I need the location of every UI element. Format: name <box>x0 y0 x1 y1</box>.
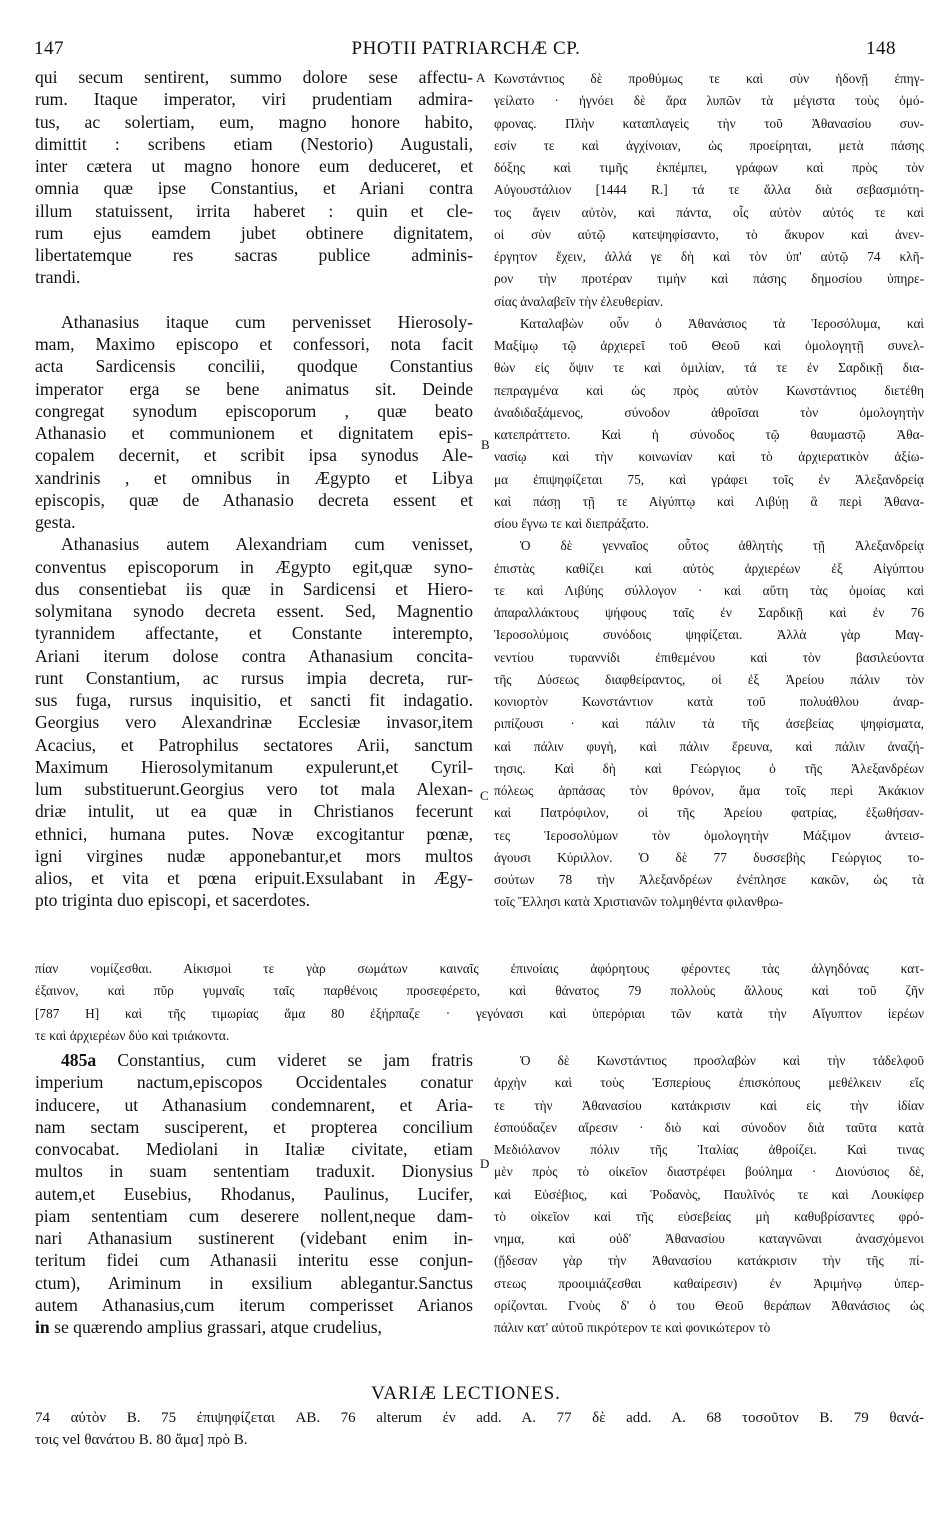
greek-line: ἀρχὴν καὶ τοὺς Ἑσπερίους ἐπισκόπους μεθέλκειν εἴς <box>494 1075 924 1091</box>
latin-line: convocabat. Mediolani in Italiæ civitate, etiam <box>35 1139 473 1159</box>
latin-column-top <box>35 66 473 912</box>
greek-line: Ὁ δὲ γενναῖος οὗτος ἀθλητὴς τῇ Ἀλεξανδρείᾳ <box>520 538 924 554</box>
variae-lectiones-title: VARIÆ LECTIONES. <box>371 1383 561 1404</box>
latin-line: runt Constantium, ac rursus impia decreta, rur- <box>35 667 473 688</box>
greek-line: τος ἄγειν αὐτὸν, καὶ πάντα, οἷς αὐτὸν αὐτός τε καὶ <box>494 204 924 220</box>
variant-reading-line: τοις vel θανάτου B. 80 ἅμα] πρὸ B. <box>35 1432 248 1448</box>
greek-line: πεπραγμένα καὶ ὡς πρὸς αὐτὸν Κωνστάντιος διετέθη <box>494 382 924 398</box>
latin-line: conventus episcoporum in Ægypto egit,quæ syno- <box>35 556 473 577</box>
latin-line: dus consentiebat iis quæ in Sardicensi et Hiero- <box>35 578 473 599</box>
page-number-right: 148 <box>866 38 896 59</box>
greek-line: ορίζονται. Γνοὺς δ' ὁ του Θεοῦ θεράπων Ἀθανάσιος ὡς <box>494 1297 924 1313</box>
greek-line: ἐπιστὰς καθίζει καὶ αὐτὸς ἀρχιερέων ἐξ Αἰγύπτου <box>494 560 924 576</box>
greek-line: σούτων 78 τὴν Ἀλεξανδρέων ἐνέπλησε κακῶν, ὡς τὰ <box>494 872 924 887</box>
greek-line: σίας ἀναλαβεῖν τὴν ἐλευθερίαν. <box>494 293 664 309</box>
latin-line: copalem decernit, et scribit ipsa synodus Ale- <box>35 445 473 466</box>
latin-line: episcopis, quæ de Athanasio decreta essent et <box>35 489 473 510</box>
latin-line: Athanasius itaque cum pervenisset Hierosoly- <box>61 311 473 332</box>
variant-reading-line: 74 αὐτὸν B. 75 ἐπιψηφίζεται AB. 76 alterum ἐν add. A. 77 δὲ add. A. 68 τοσοῦτον B. 79 θανά- <box>35 1410 924 1426</box>
greek-line: (ᾔδεσαν γὰρ τὴν Ἀθανασίου κατάκρισιν τὴν τῆς πί- <box>494 1253 924 1269</box>
latin-line: Ariani iterum dolose contra Athanasium concita- <box>35 645 473 666</box>
greek-wide-line: [787 H] καὶ τῆς τιμωρίας ἅμα 80 ἐξήρπαζε · γεγόνασι καὶ ὑπερόριαι τῶν κατὰ τὴν Αἴγυπτον ἱερέων <box>35 1005 924 1021</box>
latin-line: driæ intulit, ut ea quæ in Christianos fecerunt <box>35 801 473 822</box>
variae-lectiones-notes <box>35 1407 924 1451</box>
greek-line: ἀπαραλλάκτους ψήφους ταῖς ἐν Σαρδικῇ καὶ ἐν 76 <box>494 605 924 620</box>
latin-line <box>35 289 473 311</box>
latin-line: inducere, ut Athanasium condemnarent, et Aria- <box>35 1094 473 1115</box>
latin-line: Acacius, et Patrophilus sectatores Arii, sanctum <box>35 734 473 755</box>
latin-line: Athanasio et communionem et dignitatem epis- <box>35 423 473 443</box>
latin-line: libertatemque res sacras publice adminis- <box>35 245 473 265</box>
latin-line: alios, et vita et pœna eripuit.Exsulabant in Ægy- <box>35 868 473 888</box>
latin-line: tyrannidem affectante, et Constante interempto, <box>35 623 473 644</box>
latin-line: dimittit : scribens etiam (Nestorio) Augustali, <box>35 133 473 154</box>
greek-line: οἱ σὺν αὐτῷ κατεψηφίσαντο, τὸ ἄκυρον καὶ ἀνεν- <box>494 226 924 242</box>
latin-line: igni virgines nudæ apponebantur,et mors multos <box>35 845 473 866</box>
latin-line: Athanasius autem Alexandriam cum venisset, <box>61 534 473 555</box>
latin-line: illum statuissent, irrita haberet : quin et cle- <box>35 200 473 221</box>
greek-line: καὶ πάσῃ τῇ τε Αἰγύπτῳ καὶ Λιβύῃ ἃ περὶ Ἀθανα- <box>494 493 924 509</box>
latin-line <box>35 1049 473 1071</box>
greek-line: φρονας. Πλὴν καταπλαγεὶς τὴν τοῦ Ἀθανασίου συν- <box>494 115 924 131</box>
greek-line: έργητον ἔχειν, ἀλλά γε δὴ καὶ τὸν ὑπ' αὐτῷ 74 κλῆ- <box>494 249 924 264</box>
latin-word-in: in <box>35 1317 50 1337</box>
greek-wide-line: πίαν νομίζεσθαι. Αἰκισμοὶ τε γὰρ σωμάτων καιναῖς ἐπινοίαις ἀφόρητους φέροντες τὰς ἀλγηδόνας κατ- <box>35 961 924 976</box>
greek-line: καὶ Εὐσέβιος, καὶ Ῥοδανὸς, Παυλῖνός τε καὶ Λουκίφερ <box>494 1186 924 1202</box>
latin-line: qui secum sentirent, summo dolore sese affectu- <box>35 67 473 87</box>
latin-line: pto triginta duo episcopi, et sacerdotes. <box>35 890 311 911</box>
latin-line: autem,et Eusebius, Rhodanus, Paulinus, Lucifer, <box>35 1183 473 1204</box>
latin-line: mam, Maximo episcopo et confessori, nota facit <box>35 334 473 354</box>
greek-line: ριπίζουσι · καὶ πάλιν τὰ τῆς ἀσεβείας ψηφίσματα, <box>494 716 924 732</box>
latin-line: Maximum Hierosolymitanum expulerunt,et Cyril- <box>35 756 473 777</box>
greek-line: Κωνστάντιος δὲ προθύμως τε καὶ σὺν ἡδονῇ ἐπηγ- <box>494 71 924 86</box>
greek-line: νεντίου τυραννίδι ἐπιθεμένου καὶ τὸν βασιλεύοντα <box>494 649 924 665</box>
greek-line: Αὐγουστάλιον [1444 R.] τά τε ἄλλα διὰ σεβασμιότη- <box>494 182 924 198</box>
greek-line: πάλιν κατ' αὐτοῦ πικρότερον τε καὶ φονικώτερον τὸ <box>494 1320 771 1335</box>
greek-line: μα ἐπιψηφίζεται 75, καὶ γράφει τοῖς ἐν Ἀλεξανδρείᾳ <box>494 471 924 487</box>
latin-line: imperator erga se bene animatus sit. Deinde <box>35 378 473 399</box>
latin-line: solymitana synodo decreta essent. Sed, Magnentio <box>35 601 473 621</box>
marker-d: D <box>480 1156 490 1171</box>
latin-line: Georgius vero Alexandrinæ Ecclesiæ invasor,item <box>35 712 473 733</box>
latin-line: acta Sardicensis concilii, quodque Constantius <box>35 356 473 377</box>
greek-line: νασίῳ καὶ τὴν κοινωνίαν καὶ τὸ ἀρχιερατικὸν ἀξίω- <box>494 449 924 465</box>
paragraph-number: 485a <box>61 1050 97 1070</box>
greek-line: Μεδιόλανον πόλιν τῆς Ἰταλίας ἀθροίζει. Καὶ τινας <box>494 1142 924 1157</box>
greek-line: τὸ οἰκεῖον καὶ τῆς εὐσεβείας μὴ καθυβρίσαντες φρό- <box>494 1208 924 1224</box>
greek-line: Ἱεροσολύμοις συνόδοις ψηφίζεται. Ἀλλὰ γὰρ Μαγ- <box>494 627 924 643</box>
greek-line: ἐσπούδαζεν αἵρεσιν · διὸ καὶ σύνοδον διὰ ταῦτα κατὰ <box>494 1119 924 1135</box>
greek-column-top <box>494 68 924 914</box>
greek-line: καὶ πάλιν φυγὴ, καὶ πάλιν ἔρευνα, καὶ πάλιν ἀναζή- <box>494 738 924 754</box>
greek-line: ἀναδιδαξάμενος, σύνοδον ἀθροῖσαι τὸν ὁμολογητὴν <box>494 404 924 420</box>
greek-line: άγουσι Κύριλλον. Ὁ δὲ 77 δυσσεβὴς Γεώργιος το- <box>494 849 924 865</box>
greek-line: Ὁ δὲ Κωνστάντιος προσλαβὼν καὶ τὴν τἀδελφοῦ <box>520 1053 924 1068</box>
running-title: PHOTII PATRIARCHÆ CP. <box>351 38 581 59</box>
greek-line: τε τὴν Ἀθανασίου κατάκρισιν καὶ εἰς τὴν ἰδίαν <box>494 1097 924 1113</box>
latin-line: lum substituerunt.Georgius vero tot mala Alexan- <box>35 779 473 799</box>
latin-line: rum ejus eamdem jubet obtinere dignitatem, <box>35 222 473 243</box>
latin-column-bottom <box>35 1049 473 1338</box>
marker-b: B <box>481 437 490 452</box>
latin-line: gesta. <box>35 512 76 532</box>
latin-line: congregat synodum episcoporum , quæ beato <box>35 400 473 421</box>
greek-full-width-block <box>35 958 924 1047</box>
latin-line-text: se quærendo amplius grassari, atque crudelius, <box>54 1317 382 1337</box>
latin-line: rum. Itaque imperator, viri prudentiam admira- <box>35 89 473 110</box>
latin-line: inter cætera ut magno honore eum deduceret, et <box>35 156 473 176</box>
greek-line: κατεπράττετο. Καὶ ἡ σύνοδος τῷ θαυμαστῷ Ἀθα- <box>494 427 924 442</box>
greek-line: τῆς Δύσεως διαφθείραντος, οἱ ἐξ Ἀρείου πάλιν τὸν <box>494 671 924 687</box>
greek-line: τοῖς Ἕλλησι κατὰ Χριστιανῶν τολμηθέντα φιλανθρω- <box>494 894 784 910</box>
greek-wide-line: έξαινον, καὶ πῦρ γυμναῖς ταῖς παρθένοις προσεφέρετο, καὶ θάνατος 79 πολλοὺς ἄλλους καὶ τοῦ ζῆν <box>35 983 924 999</box>
greek-line: τε καὶ Λιβύης σύλλογον · καὶ αὕτη τὰς ὁμοίας καὶ <box>494 582 924 598</box>
latin-line-text: Constantius, cum videret se jam fratris <box>117 1050 473 1070</box>
greek-line: Καταλαβὼν οὖν ὁ Ἀθανάσιος τὰ Ἱεροσόλυμα, καὶ <box>520 315 924 331</box>
latin-line: omnia quæ ipse Constantius, et Ariani contra <box>35 178 473 199</box>
latin-line <box>35 1316 473 1338</box>
latin-line: trandi. <box>35 267 81 288</box>
latin-line: xandrinis , et omnibus in Ægypto et Libya <box>35 467 473 488</box>
latin-line: nam sectam susciperent, et propterea concilium <box>35 1116 473 1137</box>
greek-line: Μαξίμῳ τῷ ἀρχιερεῖ τοῦ Θεοῦ καὶ ὁμολογητῇ συνελ- <box>494 338 924 353</box>
greek-line: ρον τὴν προτέραν τιμὴν καὶ πάσης δημοσίου ὑπηρε- <box>494 271 924 287</box>
latin-line: teritum fidei cum Athanasii interitu esse conjun- <box>35 1250 473 1271</box>
greek-column-bottom <box>494 1050 924 1339</box>
latin-line: nari Athanasium sustinerent (videbant enim in- <box>35 1228 473 1248</box>
greek-wide-line: τε καὶ ἀρχιερέων δύο καὶ τριάκοντα. <box>35 1027 230 1043</box>
marker-a: A <box>476 70 486 85</box>
greek-line: πόλεως ἁρπάσας τὸν θρόνον, ἅμα τοῖς περὶ Ἀκάκιον <box>494 783 924 798</box>
latin-line: piam sententiam cum deserere nollent,neque dam- <box>35 1205 473 1226</box>
greek-line: μὲν πρὸς τὸ οἰκεῖον διαστρέφει βούλημα · Διονύσιος δὲ, <box>494 1164 924 1180</box>
greek-line: τησις. Καὶ δὴ καὶ Γεώργιος ὁ τῆς Ἀλεξανδρέων <box>494 760 924 776</box>
latin-line: multos in suam sententiam traduxit. Dionysius <box>35 1161 473 1182</box>
greek-line: θὼν εἰς ὄψιν τε καὶ ὁμιλίαν, τά τε ἐν Σαρδικῇ δια- <box>494 360 924 376</box>
greek-line: στεως προοιμιάζεσθαι καθαίρεσιν) ἐν Ἀριμήνῳ ὑπερ- <box>494 1275 924 1291</box>
latin-line: autem Athanasius,cum iterum comperisset Arianos <box>35 1294 473 1315</box>
latin-line: tus, ac solertiam, eum, magno honore habito, <box>35 111 473 132</box>
latin-line: ethnici, humana putes. Novæ excogitantur pœnæ, <box>35 823 473 844</box>
greek-line: νημα, καὶ οὐδ' Ἀθανασίου καταγνῶναι ἀνασχόμενοι <box>494 1231 924 1246</box>
page-number-left: 147 <box>34 38 64 59</box>
greek-line: τες Ἱεροσολύμων τὸν ὁμολογητὴν Μάξιμον ἀντεισ- <box>494 827 924 843</box>
greek-line: σίου ἔγνω τε καὶ διεπράξατο. <box>494 516 650 531</box>
greek-line: κονιορτὸν Κωνστάντιον κατὰ τοῦ πολυάθλου ἀναρ- <box>494 694 924 709</box>
greek-line: καὶ Πατρόφιλον, οἱ τῆς Ἀρείου φατρίας, ἐξωθήσαν- <box>494 805 924 821</box>
marker-c: C <box>480 788 489 803</box>
latin-line: imperium nactum,episcopos Occidentales conatur <box>35 1072 473 1093</box>
greek-line: δόξης καὶ τιμῆς ἐκπέμπει, γράφων καὶ πρὸς τὸν <box>494 160 924 175</box>
latin-line: ctum), Ariminum in exsilium ablegantur.Sanctus <box>35 1272 473 1293</box>
latin-line: sus fuga, rursus inquisitio, et sancti fit indagatio. <box>35 690 473 710</box>
greek-line: γείλατο · ἠγνόει δὲ ἄρα λυπῶν τὰ μέγιστα τοὺς ὁμό- <box>494 93 924 109</box>
greek-line: εσίν τε καὶ ἀγχίνοιαν, ὡς προείρηται, μετὰ πάσης <box>494 137 924 153</box>
